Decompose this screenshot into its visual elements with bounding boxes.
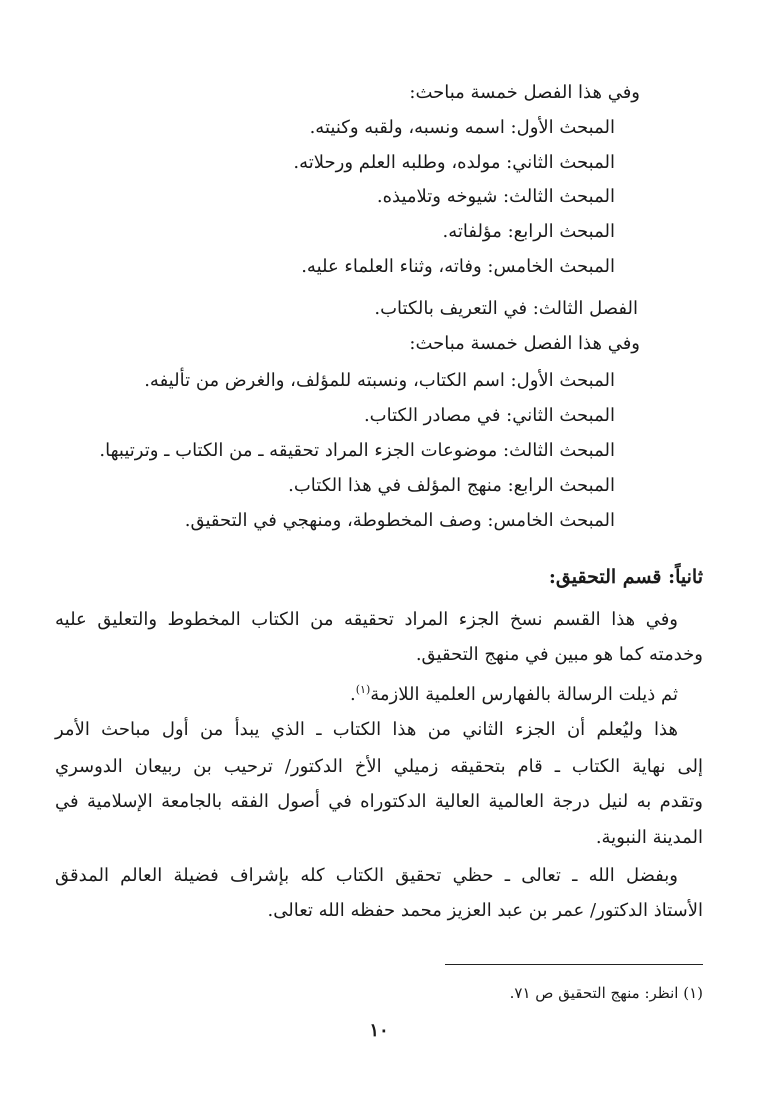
chapter2-item-5: المبحث الخامس: وفاته، وثناء العلماء عليه. (301, 256, 615, 277)
footnote-marker[interactable]: (١) (355, 683, 371, 696)
paragraph-3-line-4: المدينة النبوية. (595, 827, 703, 848)
chapter2-item-4: المبحث الرابع: مؤلفاته. (442, 221, 615, 242)
chapter3-intro: وفي هذا الفصل خمسة مباحث: (409, 333, 640, 354)
chapter3-item-2: المبحث الثاني: في مصادر الكتاب. (363, 405, 615, 426)
paragraph-1-line-2: وخدمته كما هو مبين في منهج التحقيق. (415, 644, 703, 665)
paragraph-4-line-2: الأستاذ الدكتور/ عمر بن عبد العزيز محمد حفظه الله تعالى. (267, 900, 703, 921)
footnote: (١) انظر: منهج التحقيق ص ٧١. (509, 984, 703, 1002)
page-number: ١٠ (369, 1020, 389, 1041)
paragraph-2 (350, 682, 678, 708)
chapter3-item-1: المبحث الأول: اسم الكتاب، ونسبته للمؤلف، والغرض من تأليفه. (144, 370, 615, 391)
chapter3-item-5: المبحث الخامس: وصف المخطوطة، ومنهجي في التحقيق. (184, 510, 615, 531)
paragraph-1-line-1: وفي هذا القسم نسخ الجزء المراد تحقيقه من الكتاب المخطوط والتعليق عليه (55, 609, 678, 630)
chapter3-item-3: المبحث الثالث: موضوعات الجزء المراد تحقيقه ـ من الكتاب ـ وترتيبها. (99, 440, 615, 461)
chapter3-title: الفصل الثالث: في التعريف بالكتاب. (374, 298, 638, 319)
paragraph-2-text: ثم ذيلت الرسالة بالفهارس العلمية اللازمة (370, 684, 678, 705)
paragraph-4-line-1: وبفضل الله ـ تعالى ـ حظي تحقيق الكتاب كله بإشراف فضيلة العالم المدقق (55, 865, 678, 886)
paragraph-3-line-1: هذا وليُعلم أن الجزء الثاني من هذا الكتاب ـ الذي يبدأ من أول مباحث الأمر (55, 719, 678, 740)
footnote-separator (445, 964, 703, 965)
paragraph-3-line-3: وتقدم به لنيل درجة العالمية العالية الدكتوراه في أصول الفقه بالجامعة الإسلامية في (55, 791, 703, 812)
chapter3-item-4: المبحث الرابع: منهج المؤلف في هذا الكتاب. (288, 475, 615, 496)
chapter2-item-2: المبحث الثاني: مولده، وطلبه العلم ورحلاته. (293, 152, 615, 173)
chapter2-item-3: المبحث الثالث: شيوخه وتلاميذه. (376, 186, 615, 207)
part2-heading: ثانياً: قسم التحقيق: (548, 566, 703, 588)
chapter2-intro: وفي هذا الفصل خمسة مباحث: (409, 82, 640, 103)
paragraph-3-line-2: إلى نهاية الكتاب ـ قام بتحقيقه زميلي الأخ الدكتور/ ترحيب بن ربيعان الدوسري (55, 756, 703, 777)
paragraph-2-end: . (350, 684, 356, 705)
chapter2-item-1: المبحث الأول: اسمه ونسبه، ولقبه وكنيته. (309, 117, 615, 138)
